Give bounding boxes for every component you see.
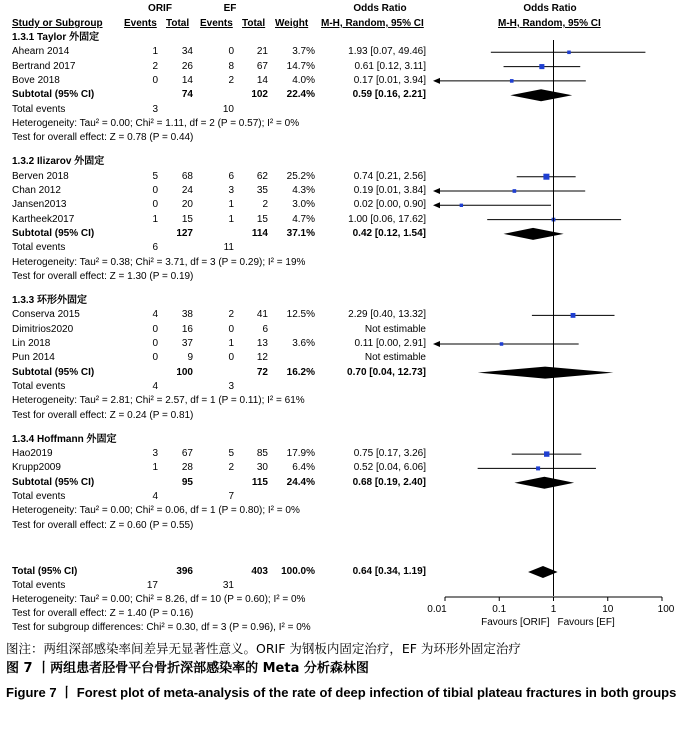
events2-total: 7 [228, 491, 234, 502]
study-ci: 0.52 [0.04, 6.06] [353, 462, 426, 474]
overall-effect-text: Test for overall effect: Z = 1.30 (P = 0.19) [12, 270, 194, 282]
events2-total: 10 [222, 103, 234, 115]
study-ci: 1.00 [0.06, 17.62] [348, 213, 426, 225]
subgroup-title: 1.3.2 Ilizarov 外固定 [12, 156, 105, 168]
study-total2: 2 [262, 199, 268, 211]
subtotal-ci: 0.68 [0.19, 2.40] [352, 476, 426, 488]
events-label: Total events [12, 103, 66, 115]
study-total2: 62 [256, 170, 268, 182]
odds-ratio-header: Odds Ratio [353, 3, 407, 14]
total-events-ef: 31 [222, 580, 234, 591]
total-weight: 100.0% [281, 566, 315, 577]
study-events1: 0 [152, 352, 158, 364]
study-1-1-ci-arrow [433, 188, 440, 194]
study-total1: 16 [181, 323, 193, 335]
study-name: Bove 2018 [12, 74, 60, 86]
figure-note: 图注：两组深部感染率间差异无显著性意义。ORIF 为钢板内固定治疗，EF 为环形外固定治疗 [6, 641, 521, 656]
study-events1: 0 [152, 323, 158, 335]
study-total1: 38 [181, 309, 193, 321]
study-total2: 35 [256, 185, 268, 196]
heterogeneity-text: Heterogeneity: Tau² = 0.38; Chi² = 3.71, df = 3 (P = 0.29); I² = 19% [12, 256, 306, 268]
study-weight: 25.2% [286, 170, 315, 182]
subgroup-0-diamond [510, 89, 572, 101]
subtotal-weight: 16.2% [286, 366, 315, 378]
events2-header: Events [200, 18, 233, 29]
heterogeneity-text: Heterogeneity: Tau² = 0.00; Chi² = 0.06, df = 1 (P = 0.80); I² = 0% [12, 505, 300, 517]
study-total2: 14 [256, 74, 268, 86]
study-weight: 4.7% [292, 213, 315, 225]
study-total1: 20 [181, 199, 193, 211]
study-weight: 14.7% [286, 60, 315, 72]
study-events2: 1 [228, 213, 234, 225]
study-events2: 2 [228, 74, 234, 86]
study-total1: 37 [181, 338, 193, 349]
subtotal-total1: 74 [181, 89, 193, 101]
method-header: M-H, Random, 95% CI [321, 18, 424, 29]
subtotal-label: Subtotal (95% CI) [12, 476, 95, 488]
subtotal-total2: 115 [251, 476, 268, 488]
study-ci: 0.17 [0.01, 3.94] [353, 74, 426, 86]
study-total1: 9 [187, 352, 193, 364]
study-ci: 0.61 [0.12, 3.11] [354, 60, 426, 72]
study-total1: 34 [181, 46, 193, 58]
x-tick-label: 1 [550, 604, 557, 615]
study-total2: 85 [256, 448, 268, 460]
subgroup-3-diamond [514, 477, 574, 489]
overall-effect-text: Test for overall effect: Z = 0.24 (P = 0.81) [12, 409, 194, 421]
study-events1: 5 [152, 170, 158, 182]
study-column-header: Study or Subgroup [12, 18, 103, 29]
subgroup-title: 1.3.1 Taylor 外固定 [12, 32, 100, 43]
heterogeneity-text: Heterogeneity: Tau² = 2.81; Chi² = 2.57, df = 1 (P = 0.11); I² = 61% [12, 395, 305, 407]
study-events1: 0 [152, 338, 158, 349]
overall-effect-text: Test for overall effect: Z = 0.60 (P = 0.55) [12, 519, 194, 531]
study-3-1-marker [536, 466, 540, 470]
subtotal-total2: 72 [256, 366, 268, 378]
study-name: Hao2019 [12, 448, 53, 460]
study-weight: 3.6% [292, 338, 315, 349]
study-weight: 6.4% [292, 462, 315, 474]
heterogeneity-text: Heterogeneity: Tau² = 0.00; Chi² = 1.11, df = 2 (P = 0.57); I² = 0% [12, 117, 300, 129]
study-events1: 0 [152, 199, 158, 211]
study-name: Lin 2018 [12, 338, 51, 349]
study-total1: 68 [181, 170, 193, 182]
study-name: Bertrand 2017 [12, 60, 76, 72]
subtotal-weight: 37.1% [286, 227, 315, 239]
study-total2: 6 [262, 323, 268, 335]
favours-orif-label: Favours [ORIF] [481, 617, 550, 628]
study-name: Ahearn 2014 [12, 46, 70, 58]
events1-total: 4 [152, 380, 158, 392]
study-name: Berven 2018 [12, 170, 69, 182]
total-overall-effect: Test for overall effect: Z = 1.40 (P = 0.16) [12, 608, 194, 619]
study-3-0-marker [544, 451, 549, 456]
study-total1: 24 [181, 185, 193, 196]
study-events2: 0 [228, 352, 234, 364]
subgroup-2-diamond [478, 367, 614, 379]
study-weight: 3.0% [292, 199, 315, 211]
study-total2: 30 [256, 462, 268, 474]
x-tick-label: 0.1 [492, 604, 507, 615]
total-orif: 396 [176, 566, 193, 577]
study-events1: 4 [152, 309, 158, 321]
study-ci: 2.29 [0.40, 13.32] [348, 309, 426, 321]
odds-ratio-plot-header: Odds Ratio [523, 3, 577, 14]
study-1-2-marker [460, 204, 463, 207]
events1-total: 6 [152, 242, 158, 254]
study-weight: 12.5% [286, 309, 315, 321]
subtotal-ci: 0.70 [0.04, 12.73] [347, 366, 426, 378]
events-label: Total events [12, 491, 66, 502]
study-total1: 15 [181, 213, 193, 225]
total1-header: Total [166, 18, 190, 29]
x-tick-label: 0.01 [427, 604, 447, 615]
events1-header: Events [124, 18, 157, 29]
study-total2: 21 [256, 46, 268, 58]
events2-total: 11 [223, 242, 234, 254]
subtotal-label: Subtotal (95% CI) [12, 227, 95, 239]
plot-method-header: M-H, Random, 95% CI [498, 18, 601, 29]
study-events2: 0 [228, 46, 234, 58]
study-total1: 67 [181, 448, 193, 460]
study-name: Jansen2013 [12, 199, 67, 211]
study-1-2-ci-arrow [433, 202, 440, 208]
study-events1: 1 [152, 462, 158, 474]
study-0-1-marker [539, 64, 544, 69]
study-ci: 0.74 [0.21, 2.56] [353, 170, 426, 182]
study-ci: 0.75 [0.17, 3.26] [353, 448, 426, 460]
study-events2: 1 [228, 338, 234, 349]
figure-title-en: Figure 7 丨 Forest plot of meta-analysis of the rate of deep infection of tibial plateau fractures in both groups [6, 685, 677, 700]
study-events1: 0 [152, 74, 158, 86]
total-label: Total (95% CI) [12, 566, 78, 577]
study-total2: 41 [256, 309, 268, 321]
study-ci: Not estimable [364, 323, 426, 335]
total-ci: 0.64 [0.34, 1.19] [352, 566, 426, 577]
study-total2: 67 [256, 60, 268, 72]
study-2-2-ci-arrow [433, 341, 440, 347]
study-events2: 2 [228, 462, 234, 474]
total-heterogeneity: Heterogeneity: Tau² = 0.00; Chi² = 8.26, df = 10 (P = 0.60); I² = 0% [12, 594, 306, 605]
subgroup-1-diamond [504, 228, 564, 240]
study-0-2-ci-arrow [433, 78, 440, 84]
subtotal-total2: 114 [251, 227, 268, 239]
study-events2: 3 [228, 185, 234, 196]
subtotal-total1: 127 [176, 227, 193, 239]
subtotal-total2: 102 [251, 89, 268, 101]
study-2-2-marker [500, 342, 504, 346]
study-name: Pun 2014 [12, 352, 55, 364]
group2-header: EF [223, 3, 237, 14]
study-weight: 3.7% [292, 46, 315, 58]
study-total1: 14 [181, 74, 193, 86]
subgroup-title: 1.3.3 环形外固定 [12, 295, 88, 307]
study-2-0-marker [571, 313, 576, 318]
figure-title-cn: 图 7 丨两组患者胫骨平台骨折深部感染率的 Meta 分析森林图 [6, 661, 369, 676]
study-0-0-marker [567, 51, 571, 55]
study-events2: 5 [228, 448, 234, 460]
study-events2: 0 [228, 323, 234, 335]
study-0-2-marker [510, 79, 514, 83]
study-name: Krupp2009 [12, 462, 61, 474]
subtotal-label: Subtotal (95% CI) [12, 89, 95, 101]
study-1-0-marker [543, 174, 549, 180]
study-events1: 1 [152, 46, 158, 58]
total-ef: 403 [251, 566, 268, 577]
subtotal-weight: 22.4% [286, 89, 315, 101]
study-events2: 2 [228, 309, 234, 321]
study-total2: 13 [256, 338, 268, 349]
events2-total: 3 [228, 380, 234, 392]
subtotal-total1: 95 [181, 476, 193, 488]
study-total2: 15 [256, 213, 268, 225]
subgroup-title: 1.3.4 Hoffmann 外固定 [12, 433, 117, 445]
study-events2: 1 [228, 199, 234, 211]
study-name: Conserva 2015 [12, 309, 80, 321]
study-ci: Not estimable [364, 352, 426, 364]
study-events1: 0 [152, 185, 158, 196]
overall-effect-text: Test for overall effect: Z = 0.78 (P = 0.44) [12, 132, 194, 144]
study-weight: 17.9% [286, 448, 315, 460]
study-ci: 0.02 [0.00, 0.90] [353, 199, 426, 211]
events1-total: 3 [152, 103, 158, 115]
study-ci: 0.19 [0.01, 3.84] [353, 185, 426, 196]
total2-header: Total [242, 18, 266, 29]
subtotal-total1: 100 [176, 366, 193, 378]
total-events-label: Total events [12, 580, 66, 591]
study-total1: 28 [181, 462, 193, 474]
subtotal-weight: 24.4% [286, 476, 315, 488]
study-weight: 4.3% [292, 185, 315, 196]
x-tick-label: 100 [657, 604, 675, 615]
subtotal-label: Subtotal (95% CI) [12, 366, 95, 378]
weight-header: Weight [275, 18, 309, 29]
events1-total: 4 [152, 491, 158, 502]
study-1-1-marker [513, 189, 517, 193]
subtotal-ci: 0.42 [0.12, 1.54] [352, 227, 426, 239]
study-name: Dimitrios2020 [12, 323, 74, 335]
study-weight: 4.0% [292, 74, 315, 86]
events-label: Total events [12, 380, 66, 392]
study-ci: 0.11 [0.00, 2.91] [354, 338, 426, 349]
x-tick-label: 10 [602, 604, 614, 615]
study-name: Kartheek2017 [12, 213, 75, 225]
study-total2: 12 [256, 352, 268, 364]
total-events-orif: 17 [146, 580, 158, 591]
subtotal-ci: 0.59 [0.16, 2.21] [352, 89, 426, 101]
study-ci: 1.93 [0.07, 49.46] [348, 46, 426, 58]
subgroup-differences: Test for subgroup differences: Chi² = 0.30, df = 3 (P = 0.96), I² = 0% [12, 622, 311, 633]
study-name: Chan 2012 [12, 185, 61, 196]
study-events2: 6 [228, 170, 234, 182]
events-label: Total events [12, 242, 66, 254]
study-events1: 1 [152, 213, 158, 225]
study-events2: 8 [228, 60, 234, 72]
group1-header: ORIF [148, 3, 172, 14]
study-events1: 3 [152, 448, 158, 460]
favours-ef-label: Favours [EF] [557, 617, 615, 628]
study-events1: 2 [152, 60, 158, 72]
study-total1: 26 [181, 60, 193, 72]
